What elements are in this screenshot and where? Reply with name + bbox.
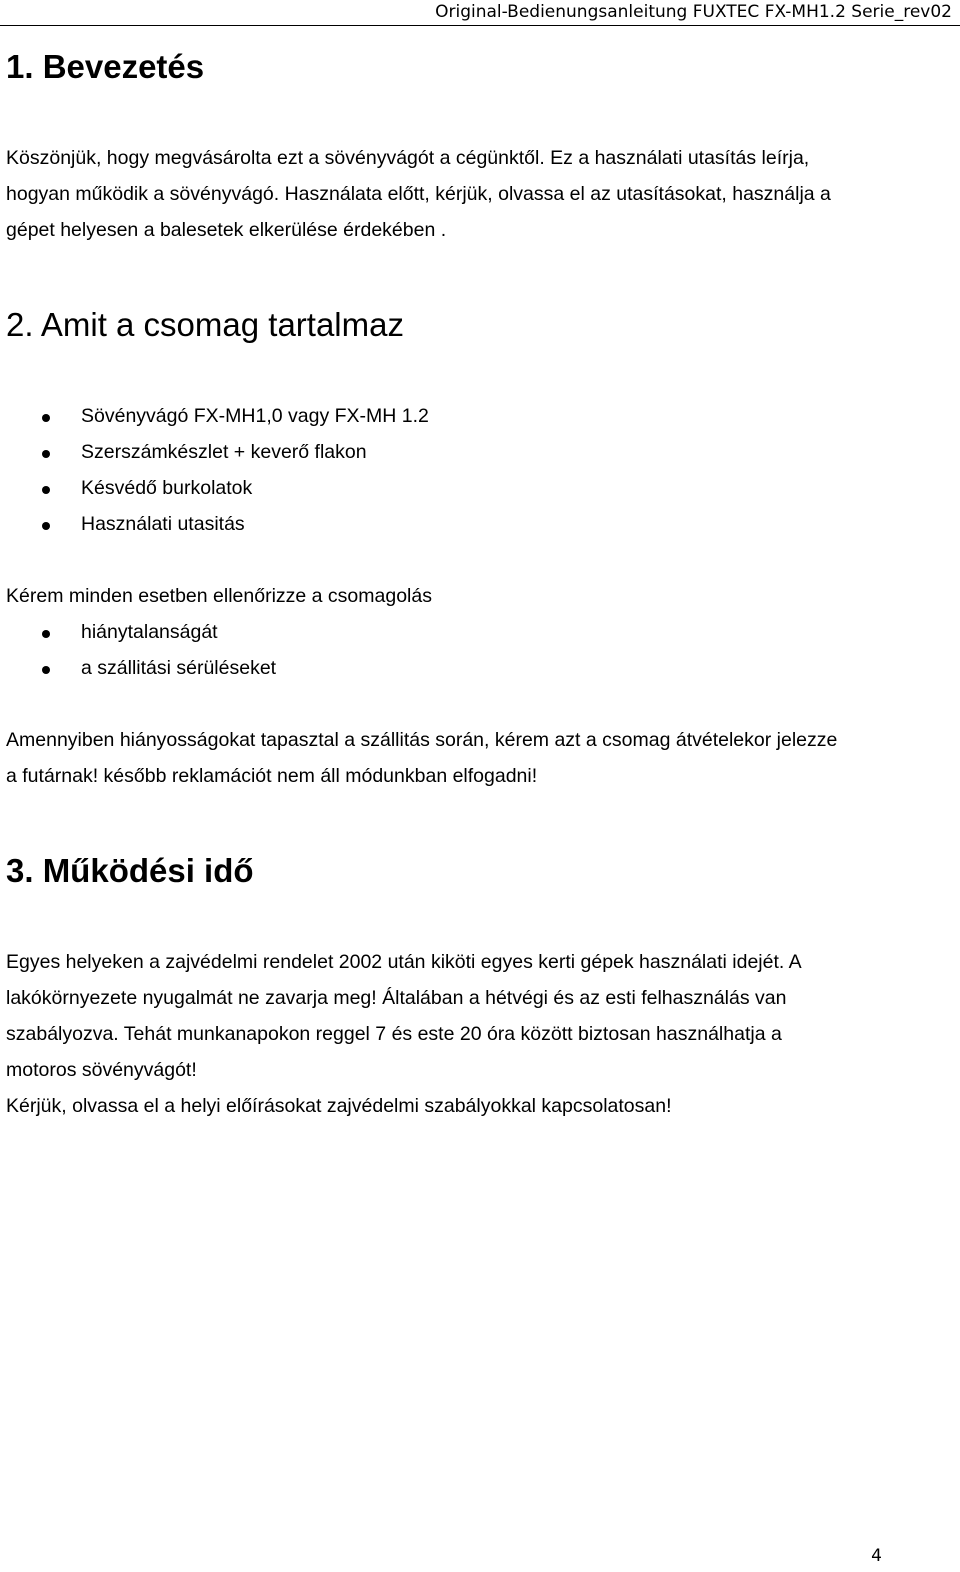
operating-time-line-3: szabályozva. Tehát munkanapokon reggel 7 és este 20 óra között biztosan használhatja a <box>6 1023 782 1045</box>
list-item-text: Késvédő burkolatok <box>81 477 253 499</box>
running-header: Original-Bedienungsanleitung FUXTEC FX-MH1.2 Serie_rev02 <box>435 2 952 22</box>
list-item-text: Használati utasitás <box>81 513 245 535</box>
list-item-text: Szerszámkészlet + keverő flakon <box>81 441 367 463</box>
list-item-text: hiánytalanságát <box>81 621 218 643</box>
bullet-icon <box>42 486 50 494</box>
intro-line-3: gépet helyesen a balesetek elkerülése érdekében . <box>6 219 447 241</box>
operating-time-line-1: Egyes helyeken a zajvédelmi rendelet 2002 után kiköti egyes kerti gépek használati idejét. A <box>6 951 802 973</box>
intro-line-2: hogyan működik a sövényvágó. Használata előtt, kérjük, olvassa el az utasításokat, használja a <box>6 183 831 205</box>
heading-introduction: 1. Bevezetés <box>6 48 205 85</box>
list-item-text: Sövényvágó FX-MH1,0 vagy FX-MH 1.2 <box>81 405 429 427</box>
intro-line-1: Köszönjük, hogy megvásárolta ezt a sövényvágót a cégünktől. Ez a használati utasítás leírja, <box>6 147 810 169</box>
bullet-icon <box>42 414 50 422</box>
header-divider <box>0 25 960 26</box>
notice-line-1: Amennyiben hiányosságokat tapasztal a szállitás során, kérem azt a csomag átvételekor jelezze <box>6 729 838 751</box>
bullet-icon <box>42 630 50 638</box>
bullet-icon <box>42 522 50 530</box>
notice-line-2: a futárnak! később reklamációt nem áll módunkban elfogadni! <box>6 765 538 787</box>
bullet-icon <box>42 666 50 674</box>
page-number: 4 <box>871 1546 882 1566</box>
heading-package-contents: 2. Amit a csomag tartalmaz <box>6 306 404 343</box>
operating-time-line-2: lakókörnyezete nyugalmát ne zavarja meg! Általában a hétvégi és az esti felhasználás van <box>6 987 787 1009</box>
operating-time-closing: Kérjük, olvassa el a helyi előírásokat zajvédelmi szabályokkal kapcsolatosan! <box>6 1095 672 1117</box>
heading-operating-time: 3. Működési idő <box>6 852 254 889</box>
bullet-icon <box>42 450 50 458</box>
list-item-text: a szállitási sérüléseket <box>81 657 277 679</box>
check-intro: Kérem minden esetben ellenőrizze a csomagolás <box>6 585 432 607</box>
operating-time-line-4: motoros sövényvágót! <box>6 1059 197 1081</box>
